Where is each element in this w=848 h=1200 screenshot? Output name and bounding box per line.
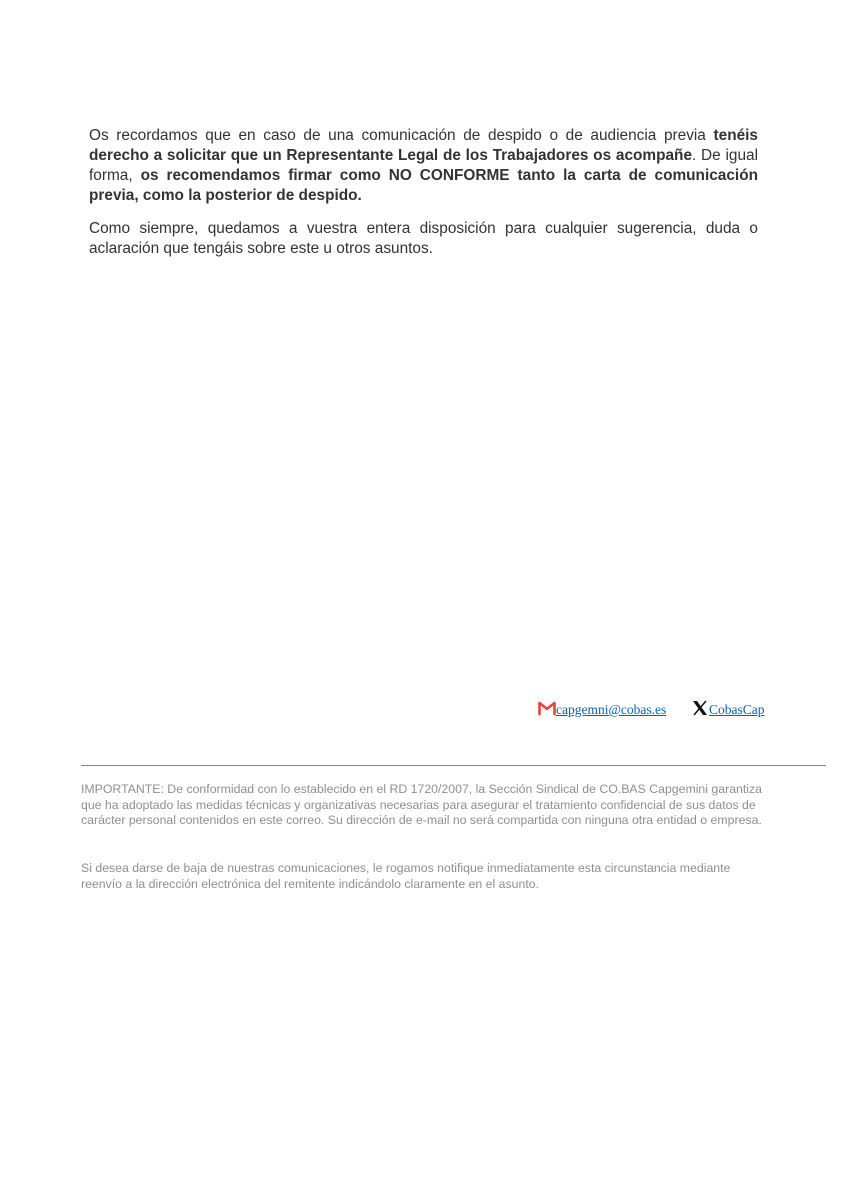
gmail-icon	[538, 700, 556, 716]
unsubscribe-notice: Si desea darse de baja de nuestras comunicaciones, le rogamos notifique inmediatamente esta circunstancia mediante reenvío a la dirección electrónica del remitente indicándolo claramente en el asunto.	[81, 861, 731, 891]
x-profile-link[interactable]: CobasCap	[709, 702, 765, 717]
email-link[interactable]: capgemni@cobas.es	[556, 702, 667, 717]
legal-notice: IMPORTANTE: De conformidad con lo establecido en el RD 1720/2007, la Sección Sindical de CO.BAS Capgemini garantiza que ha adoptado las medidas técnicas y organizativas necesarias para asegurar el tratamiento confidencial de sus datos de carácter personal contenidos en este correo. Su dirección de e-mail no será compartida con ninguna otra entidad o empresa.	[81, 782, 763, 827]
paragraph-dismissal-rights	[89, 126, 758, 206]
paragraph-intro-text: Os recordamos que en caso de una comunicación de despido o de audiencia previa	[89, 127, 714, 144]
contact-email[interactable]	[538, 698, 666, 718]
paragraph-bold-right-to-representative: tenéis derecho a solicitar que un Representante Legal de los Trabajadores os acompañe	[89, 127, 758, 164]
x-logo-icon	[691, 700, 709, 716]
paragraph-middle-text: . De igual forma,	[89, 147, 758, 184]
paragraph-availability: Como siempre, quedamos a vuestra entera disposición para cualquier sugerencia, duda o aclaración que tengáis sobre este u otros asuntos.	[89, 220, 758, 257]
contact-x[interactable]	[691, 698, 765, 718]
paragraph-bold-sign-not-conforming: os recomendamos firmar como NO CONFORME tanto la carta de comunicación previa, como la posterior de despido.	[89, 167, 758, 204]
footer-divider	[81, 765, 826, 766]
